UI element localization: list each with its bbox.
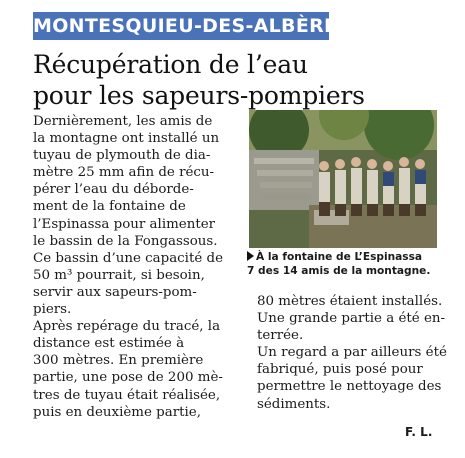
body-line: piers. bbox=[33, 302, 72, 318]
body-line: pérer l’eau du déborde- bbox=[33, 182, 194, 198]
body-line: Ce bassin d’une capacité de bbox=[33, 250, 224, 266]
body-line: permettre le nettoyage des bbox=[257, 379, 442, 395]
body-line: Dernièrement, les amis de bbox=[33, 114, 213, 129]
body-line: fabriqué, puis posé pour bbox=[257, 362, 423, 378]
body-line: servir aux sapeurs-pom- bbox=[33, 284, 197, 300]
body-line: l’Espinassa pour alimenter bbox=[33, 216, 216, 232]
section-kicker: MONTESQUIEU-DES-ALBÈRES bbox=[33, 12, 329, 40]
article-photo bbox=[249, 110, 437, 248]
body-column-2 bbox=[257, 293, 447, 413]
body-line: 80 mètres étaient installés. bbox=[257, 294, 443, 309]
body-line: terrée. bbox=[257, 328, 304, 344]
body-line: sédiments. bbox=[257, 396, 331, 412]
article-headline bbox=[33, 49, 365, 111]
body-line: tuyau de plymouth de dia- bbox=[33, 148, 211, 164]
body-line: mètre 25 mm afin de récu- bbox=[33, 165, 215, 181]
photo-caption bbox=[247, 251, 443, 278]
body-line: distance est estimée à bbox=[33, 336, 185, 352]
body-line: puis en deuxième partie, bbox=[33, 404, 201, 420]
headline-line-1: Récupération de l’eau bbox=[33, 50, 308, 79]
caption-line-1 bbox=[247, 251, 443, 265]
caption-text-1: À la fontaine de L’Espinassa bbox=[256, 251, 423, 263]
body-line: 50 m³ pourrait, si besoin, bbox=[33, 267, 205, 283]
body-line: Après repérage du tracé, la bbox=[33, 319, 221, 335]
body-line: tres de tuyau était réalisée, bbox=[33, 387, 221, 403]
body-line: partie, une pose de 200 mè- bbox=[33, 370, 223, 386]
body-line: le bassin de la Fongassous. bbox=[33, 233, 218, 249]
body-line: ment de la fontaine de bbox=[33, 199, 186, 215]
caption-arrow-icon bbox=[247, 251, 254, 261]
photo-illustration bbox=[249, 110, 437, 248]
headline-line-2: pour les sapeurs-pompiers bbox=[33, 81, 365, 110]
body-column-1 bbox=[33, 113, 235, 421]
body-line: 300 mètres. En première bbox=[33, 353, 204, 369]
body-line: Un regard a par ailleurs été bbox=[257, 345, 447, 361]
body-line: Une grande partie a été en- bbox=[257, 311, 446, 327]
caption-line-2: 7 des 14 amis de la montagne. bbox=[247, 264, 431, 277]
author-signature: F. L. bbox=[405, 425, 433, 439]
body-line: la montagne ont installé un bbox=[33, 131, 220, 147]
